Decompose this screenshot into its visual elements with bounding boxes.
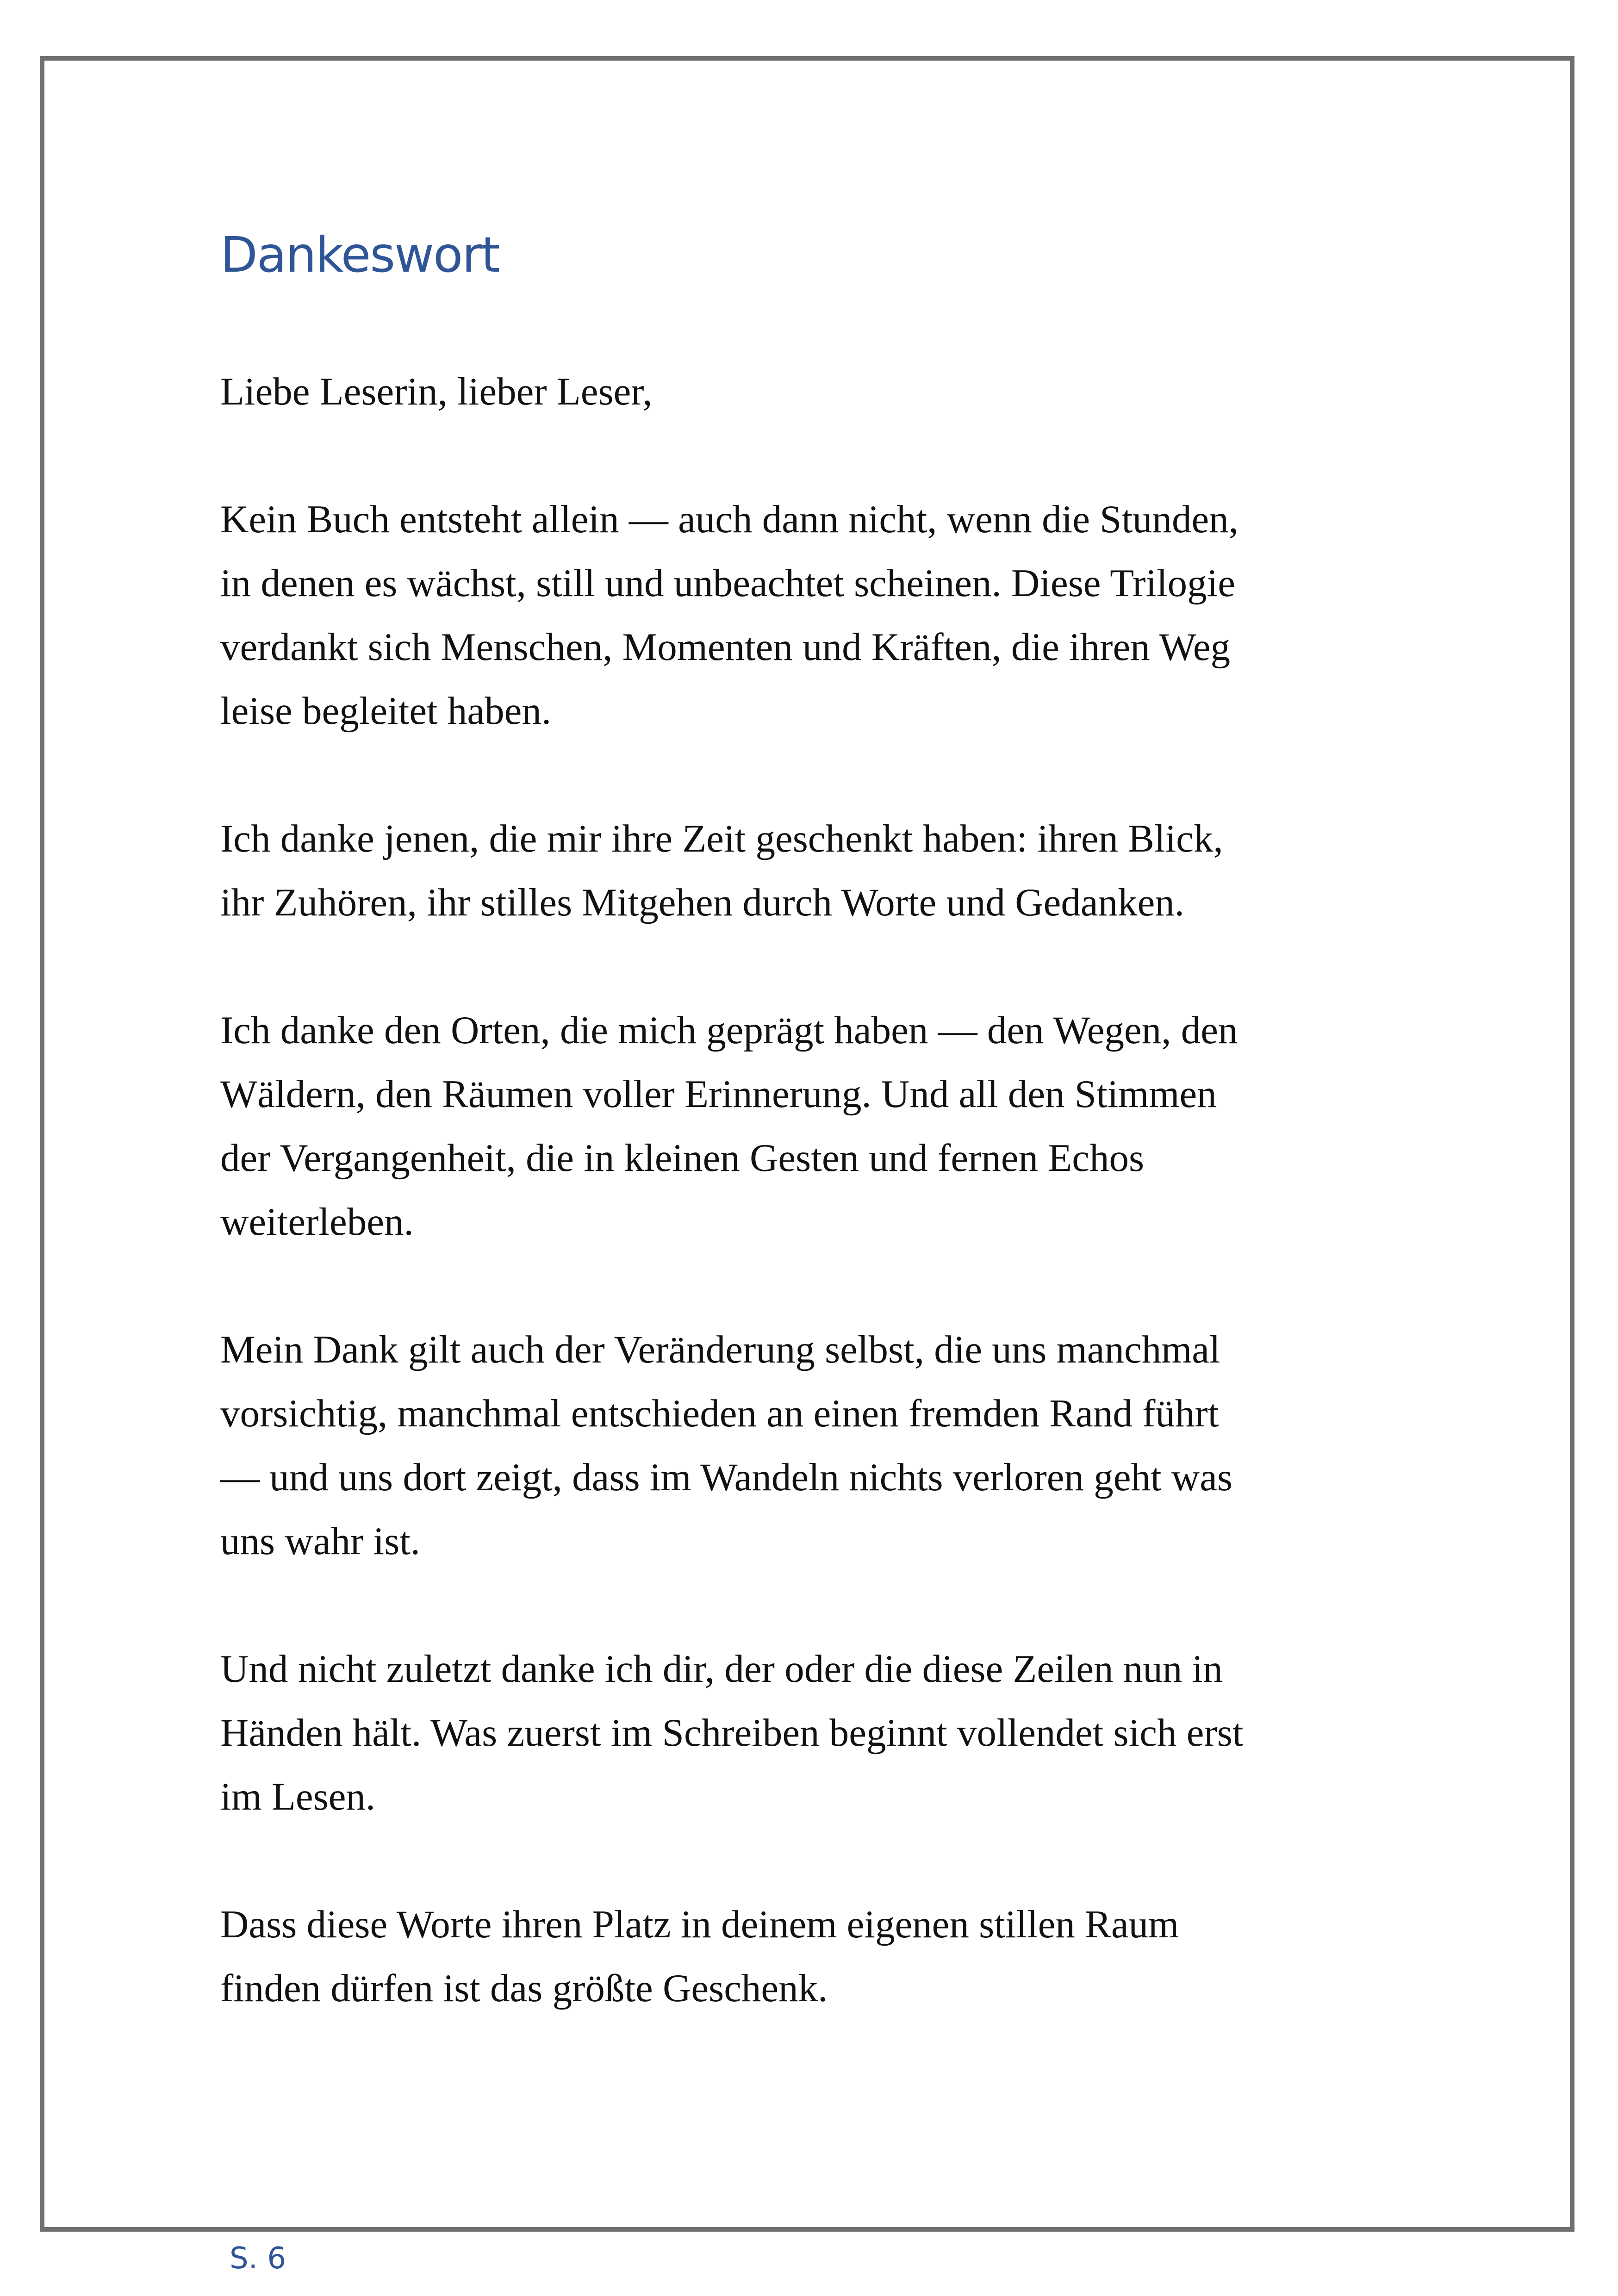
paragraph-line: im Lesen. — [220, 1775, 376, 1818]
paragraph-1 — [220, 487, 1359, 743]
document-heading: Dankeswort — [220, 227, 499, 283]
paragraph-line: vorsichtig, manchmal entschieden an einen fremden Rand führt — [220, 1392, 1219, 1435]
document-body — [220, 223, 1359, 2020]
paragraph-line: Ich danke den Orten, die mich geprägt haben — den Wegen, den — [220, 1008, 1238, 1052]
paragraph-line: — und uns dort zeigt, dass im Wandeln nichts verloren geht was — [220, 1456, 1233, 1499]
paragraph-line: Ich danke jenen, die mir ihre Zeit geschenkt haben: ihren Blick, — [220, 817, 1223, 860]
paragraph-line: Wäldern, den Räumen voller Erinnerung. Und all den Stimmen — [220, 1072, 1217, 1116]
paragraph-2 — [220, 807, 1359, 934]
salutation: Liebe Leserin, lieber Leser, — [220, 370, 653, 413]
paragraph-line: weiterleben. — [220, 1200, 414, 1244]
paragraph-line: Mein Dank gilt auch der Veränderung selbst, die uns manchmal — [220, 1328, 1220, 1371]
paragraph-3 — [220, 998, 1359, 1254]
paragraph-5 — [220, 1637, 1359, 1829]
paragraph-line: uns wahr ist. — [220, 1519, 421, 1563]
page-number: S. 6 — [230, 2241, 286, 2276]
paragraph-line: leise begleitet haben. — [220, 689, 552, 733]
paragraph-line: Dass diese Worte ihren Platz in deinem eigenen stillen Raum — [220, 1903, 1179, 1946]
paragraph-line: Und nicht zuletzt danke ich dir, der oder die diese Zeilen nun in — [220, 1647, 1223, 1691]
paragraph-line: Kein Buch entsteht allein — auch dann nicht, wenn die Stunden, — [220, 498, 1239, 541]
paragraph-line: ihr Zuhören, ihr stilles Mitgehen durch Worte und Gedanken. — [220, 881, 1185, 924]
paragraph-line: in denen es wächst, still und unbeachtet scheinen. Diese Trilogie — [220, 561, 1236, 605]
paragraph-line: der Vergangenheit, die in kleinen Gesten und fernen Echos — [220, 1136, 1145, 1180]
paragraph-6 — [220, 1892, 1359, 2020]
paragraph-line: verdankt sich Menschen, Momenten und Kräften, die ihren Weg — [220, 625, 1231, 669]
paragraph-4 — [220, 1318, 1359, 1573]
paragraph-line: Händen hält. Was zuerst im Schreiben beginnt vollendet sich erst — [220, 1711, 1244, 1755]
paragraph-line: finden dürfen ist das größte Geschenk. — [220, 1966, 828, 2010]
